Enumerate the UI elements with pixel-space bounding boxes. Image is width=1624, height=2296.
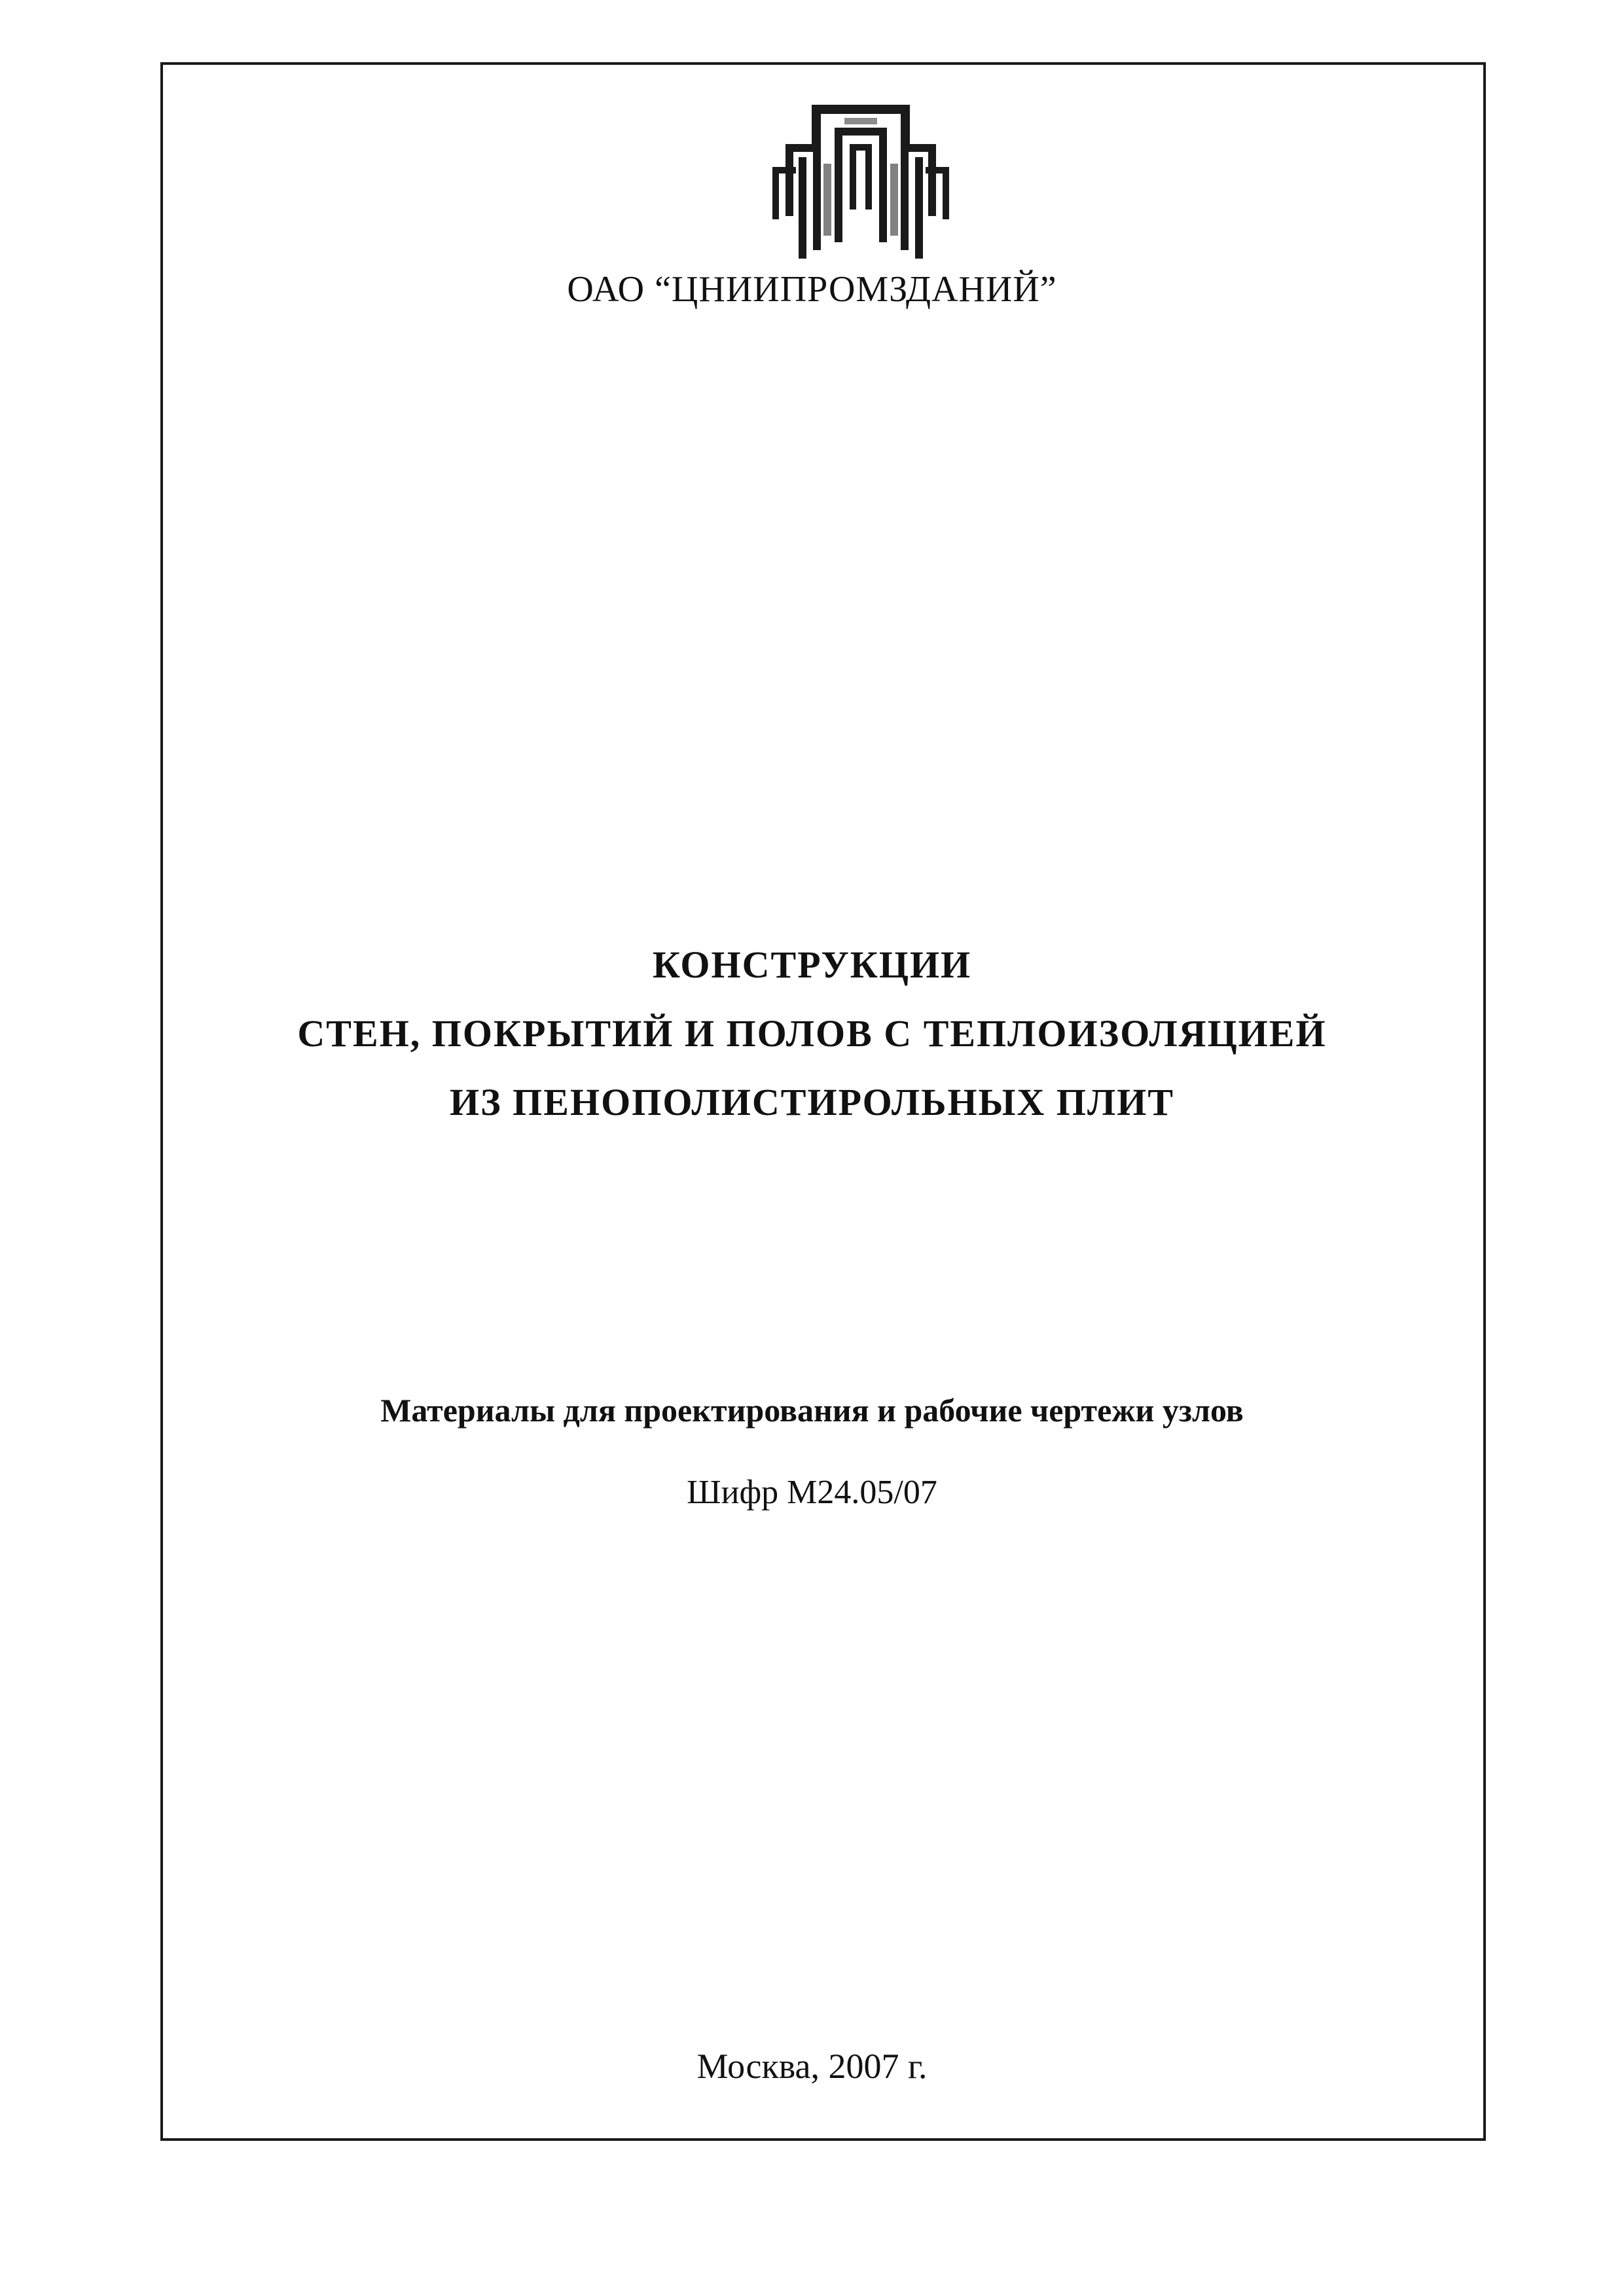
place-and-year: Москва, 2007 г. [696,2047,928,2086]
document-title-line-2: СТЕН, ПОКРЫТИЙ И ПОЛОВ С ТЕПЛОИЗОЛЯЦИЕЙ [297,1012,1327,1055]
document-subtitle: Материалы для проектирования и рабочие чертежи узлов [380,1392,1244,1429]
institute-logo-icon [772,105,949,259]
document-title-line-1: КОНСТРУКЦИИ [652,943,972,986]
organization-name: ОАО “ЦНИИПРОМЗДАНИЙ” [567,269,1057,310]
document-title-line-3: ИЗ ПЕНОПОЛИСТИРОЛЬНЫХ ПЛИТ [449,1081,1175,1123]
document-code: Шифр М24.05/07 [687,1474,937,1511]
